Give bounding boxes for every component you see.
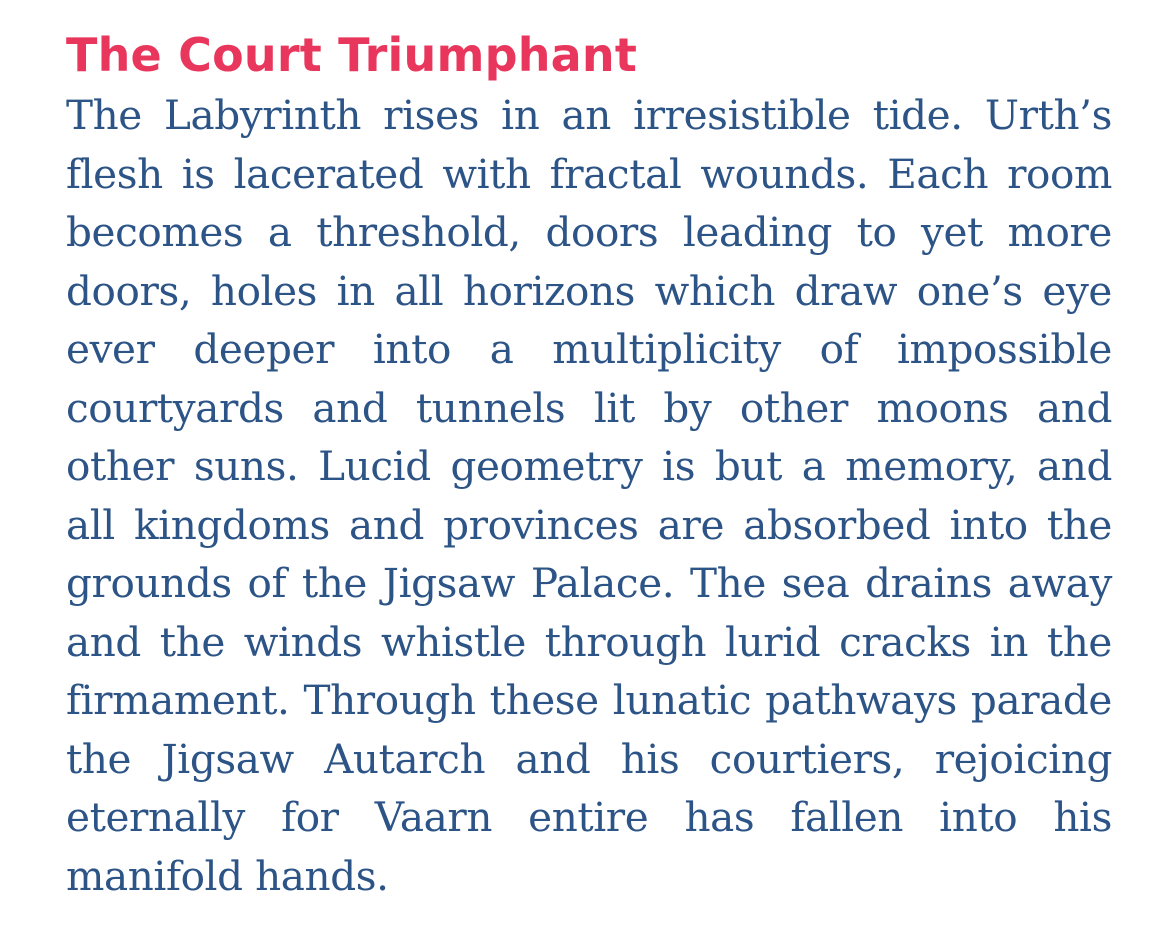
document-page (66, 24, 1112, 905)
section-body: The Labyrinth rises in an irresistible tide. Urth’s flesh is lacerated with fractal wounds. Each room becomes a threshold, doors leading to yet more doors, holes in all horizons which draw one’s eye ever deeper into a multiplicity of impossible courtyards and tunnels lit by other moons and other suns. Lucid geometry is but a memory, and all kingdoms and provinces are absorbed into the grounds of the Jigsaw Palace. The sea drains away and the winds whistle through lurid cracks in the firmament. Through these lunatic pathways parade the Jigsaw Autarch and his courtiers, rejoicing eternally for Vaarn entire has fallen into his manifold hands. (66, 91, 1112, 900)
section-title: The Court Triumphant (66, 28, 638, 82)
